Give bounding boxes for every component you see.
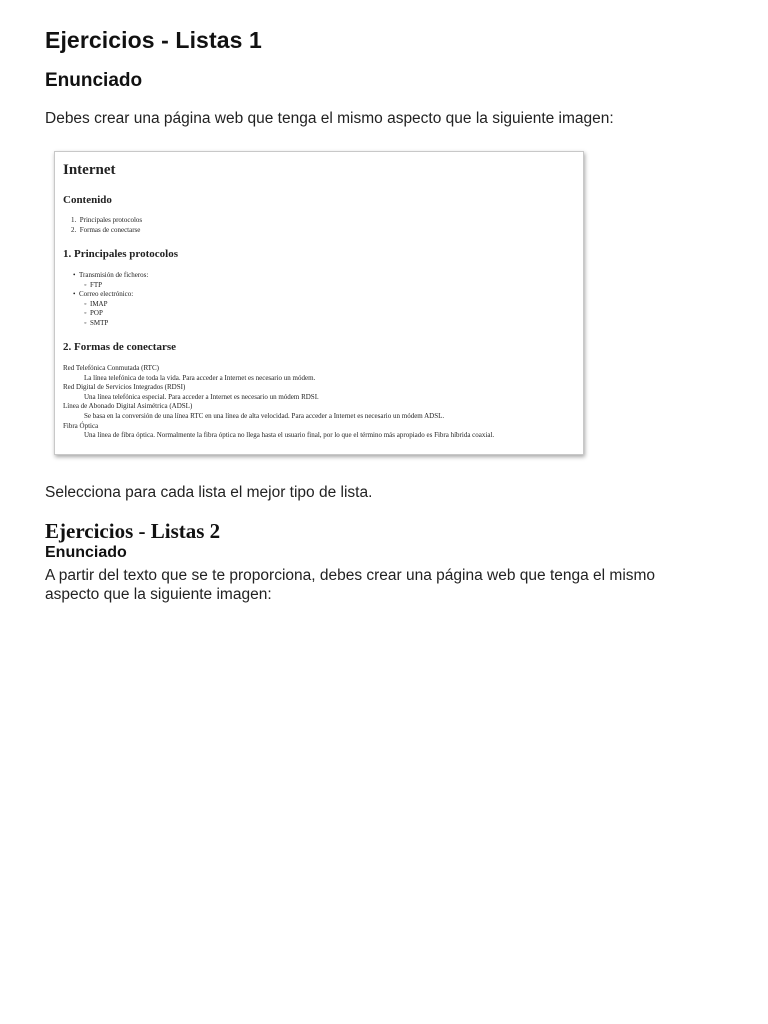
definition-desc: La línea telefónica de toda la vida. Para acceder a Internet es necesario un módem. bbox=[84, 373, 316, 382]
definition-desc: Una línea de fibra óptica. Normalmente la fibra óptica no llega hasta el usuario final, por lo que el término más apropiado es Fibra híbrida coaxial. bbox=[84, 431, 495, 440]
protocol-group: • Transmisión de ficheros: bbox=[73, 271, 148, 281]
protocol-item: ◦ IMAP bbox=[84, 300, 148, 310]
section2-intro: A partir del texto que se te proporciona, debes crear una página web que tenga el mismo aspecto que la siguiente imagen: bbox=[45, 567, 656, 603]
protocol-group: • Correo electrónico: bbox=[73, 290, 148, 300]
example-title: Internet bbox=[63, 162, 116, 178]
toc-item: 2. Formas de conectarse bbox=[71, 225, 141, 234]
example-toc bbox=[71, 216, 142, 235]
protocol-item: ◦ SMTP bbox=[84, 319, 148, 329]
definition-term: Línea de Abonado Digital Asimétrica (ADSL) bbox=[63, 402, 193, 411]
definition-desc: Se basa en la conversión de una línea RTC en una línea de alta velocidad. Para acceder a Internet es necesario un módem ADSL. bbox=[84, 411, 445, 420]
toc-item: 1. Principales protocolos bbox=[71, 216, 143, 224]
section2-title: Ejercicios - Listas 2 bbox=[45, 519, 221, 543]
example-image bbox=[54, 151, 584, 455]
section2-subtitle: Enunciado bbox=[45, 544, 127, 561]
section1-subtitle: Enunciado bbox=[45, 70, 143, 91]
definition-term: Red Digital de Servicios Integrados (RDSI) bbox=[63, 383, 186, 392]
section1-title: Ejercicios - Listas 1 bbox=[45, 27, 262, 53]
definition-desc: Una línea telefónica especial. Para acceder a Internet es necesario un módem RDSI. bbox=[84, 392, 319, 401]
example-protocols-heading: 1. Principales protocolos bbox=[63, 248, 178, 260]
example-protocols-list bbox=[73, 271, 148, 329]
example-definition-list bbox=[63, 364, 494, 441]
protocol-item: ◦ FTP bbox=[84, 281, 148, 291]
definition-term: Fibra Óptica bbox=[63, 421, 99, 430]
example-connect-heading: 2. Formas de conectarse bbox=[63, 341, 177, 353]
section1-intro: Debes crear una página web que tenga el mismo aspecto que la siguiente imagen: bbox=[45, 110, 614, 127]
example-contents-heading: Contenido bbox=[63, 194, 112, 206]
section1-instruction: Selecciona para cada lista el mejor tipo de lista. bbox=[45, 484, 373, 501]
definition-term: Red Telefónica Conmutada (RTC) bbox=[63, 364, 159, 372]
protocol-item: ◦ POP bbox=[84, 309, 148, 319]
